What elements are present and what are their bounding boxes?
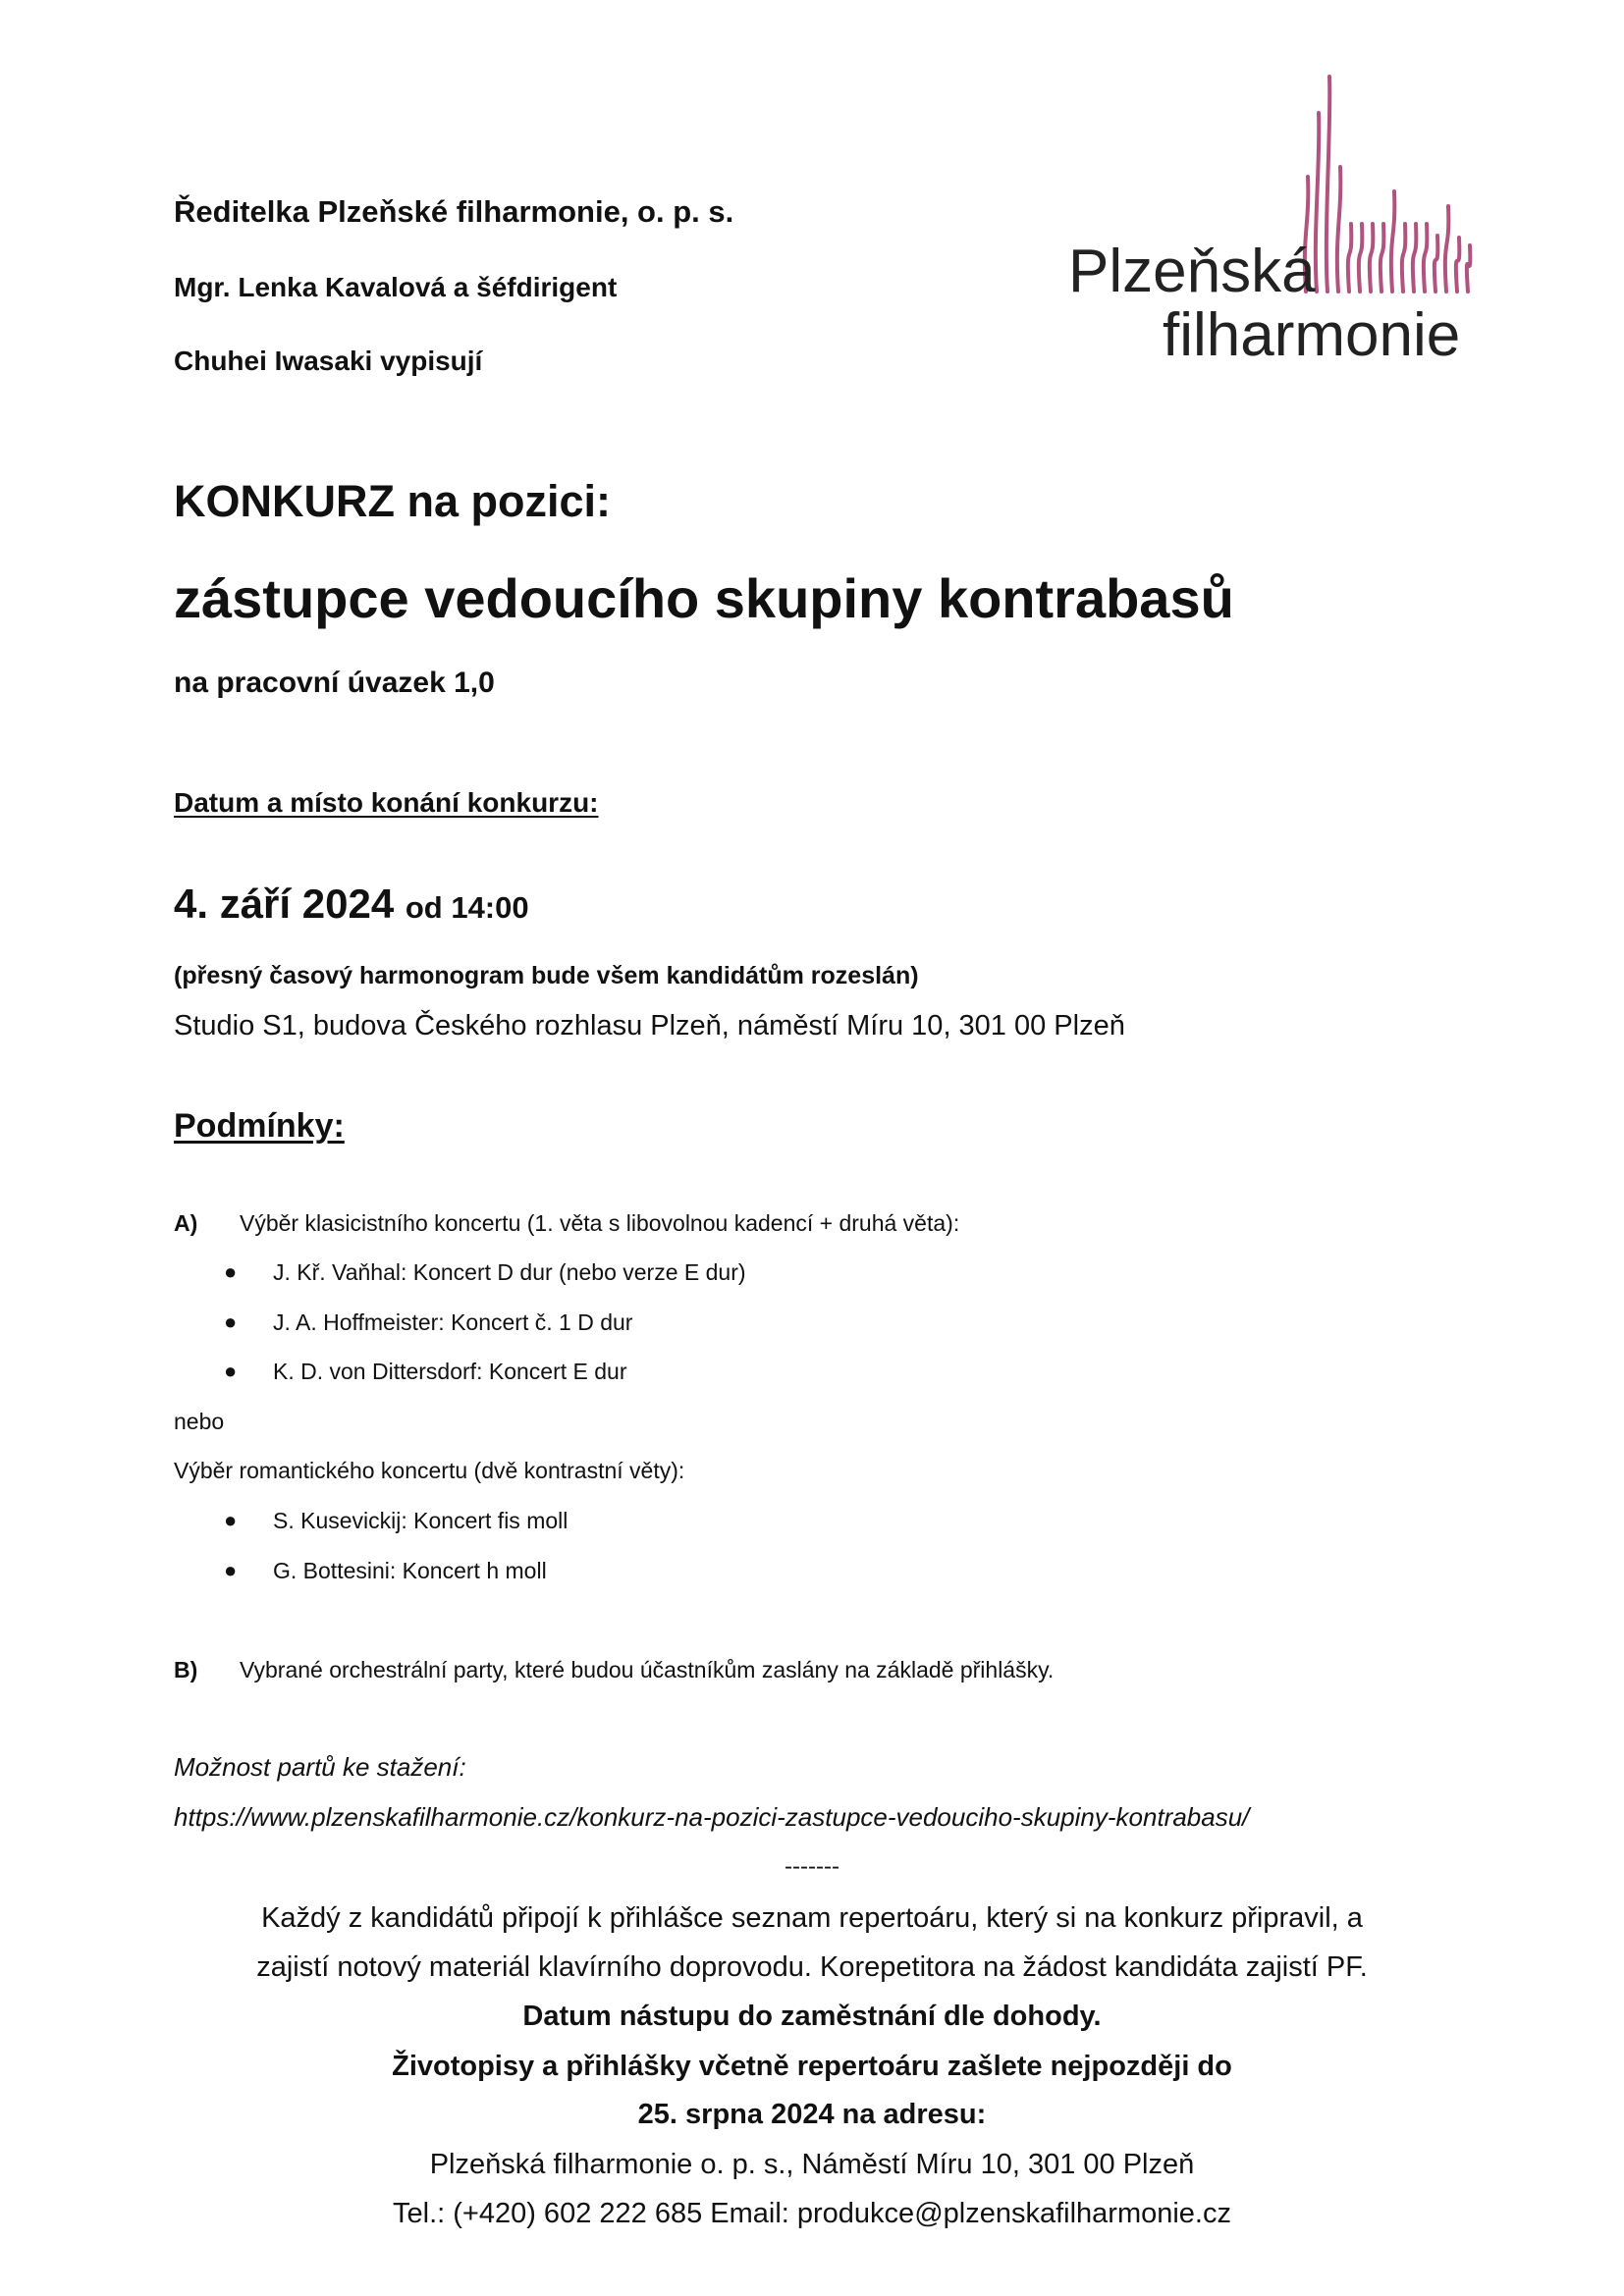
position-title: zástupce vedoucího skupiny kontrabasů [174, 567, 1234, 629]
separator: ------- [785, 1853, 839, 1880]
header-line-1: Ředitelka Plzeňské filharmonie, o. p. s. [174, 194, 734, 229]
condition-b-text: Vybrané orchestrální party, které budou účastníkům zaslány na základě přihlášky. [240, 1657, 1055, 1682]
label-a: A) [174, 1210, 198, 1236]
schedule-note: (přesný časový harmonogram bude všem kandidátům rozeslán) [174, 962, 919, 989]
download-link[interactable]: https://www.plzenskafilharmonie.cz/konkurz-na-pozici-zastupce-vedouciho-skupiny-kontrabasu/ [174, 1802, 1250, 1832]
logo-line [1413, 224, 1416, 292]
logo-line [1326, 77, 1329, 292]
footer-paragraph-2: zajistí notový materiál klavírního doprovodu. Korepetitora na žádost kandidáta zajistí PF. [256, 1951, 1368, 1983]
audition-date [174, 883, 529, 925]
logo-line [1380, 224, 1383, 292]
logo-line [1391, 191, 1394, 292]
start-date: Datum nástupu do zaměstnání dle dohody. [522, 2001, 1102, 2032]
deadline-line-1: Životopisy a přihlášky včetně repertoáru zašlete nejpozději do [392, 2051, 1232, 2082]
bullet-icon: ● [224, 1309, 238, 1334]
logo-line [1348, 224, 1351, 292]
or-text: nebo [174, 1409, 225, 1434]
bullet-icon: ● [224, 1558, 238, 1582]
bullet-icon: ● [224, 1359, 238, 1383]
list-item: S. Kusevickij: Koncert fis moll [273, 1508, 568, 1533]
logo-line [1316, 113, 1319, 292]
logo-line [1424, 224, 1427, 292]
logo-line [1402, 224, 1405, 292]
conditions-heading: Podmínky: [174, 1107, 345, 1145]
list-item: J. A. Hoffmeister: Koncert č. 1 D dur [273, 1309, 633, 1335]
time: od 14:00 [405, 890, 529, 925]
condition-a-text: Výběr klasicistního koncertu (1. věta s libovolnou kadencí + druhá věta): [240, 1210, 960, 1236]
bullet-icon: ● [224, 1508, 238, 1532]
venue: Studio S1, budova Českého rozhlasu Plzeň, náměstí Míru 10, 301 00 Plzeň [174, 1010, 1125, 1041]
address: Plzeňská filharmonie o. p. s., Náměstí Míru 10, 301 00 Plzeň [429, 2149, 1195, 2180]
romantic-text: Výběr romantického koncertu (dvě kontrastní věty): [174, 1458, 685, 1483]
logo-line [1456, 238, 1459, 292]
logo-line [1435, 236, 1437, 292]
footer-paragraph-1: Každý z kandidátů připojí k přihlášce seznam repertoáru, který si na konkurz připravil, a [261, 1902, 1363, 1934]
logo-line [1337, 167, 1340, 292]
label-b: B) [174, 1657, 198, 1682]
logo-line [1359, 224, 1362, 292]
bullet-icon: ● [224, 1259, 238, 1284]
svg-text:filharmonie: filharmonie [1163, 301, 1461, 369]
plzenska-filharmonie-logo [1060, 69, 1492, 373]
contact: Tel.: (+420) 602 222 685 Email: produkce@plzenskafilharmonie.cz [393, 2198, 1231, 2229]
workload: na pracovní úvazek 1,0 [174, 667, 495, 699]
header-line-3: Chuhei Iwasaki vypisují [174, 346, 483, 376]
svg-text:Plzeňská: Plzeňská [1068, 238, 1316, 305]
list-item: K. D. von Dittersdorf: Koncert E dur [273, 1359, 627, 1384]
date: 4. září 2024 [174, 881, 395, 927]
logo-line [1467, 245, 1470, 292]
list-item: J. Kř. Vaňhal: Koncert D dur (nebo verze E dur) [273, 1259, 746, 1285]
header-line-2: Mgr. Lenka Kavalová a šéfdirigent [174, 272, 618, 302]
download-label: Možnost partů ke stažení: [174, 1752, 466, 1782]
date-heading: Datum a místo konání konkurzu: [174, 787, 599, 818]
deadline-line-2: 25. srpna 2024 na adresu: [637, 2099, 987, 2130]
list-item: G. Bottesini: Koncert h moll [273, 1558, 547, 1583]
logo-line [1445, 206, 1448, 292]
logo-line [1370, 224, 1373, 292]
title-prefix: KONKURZ na pozici: [174, 476, 611, 526]
